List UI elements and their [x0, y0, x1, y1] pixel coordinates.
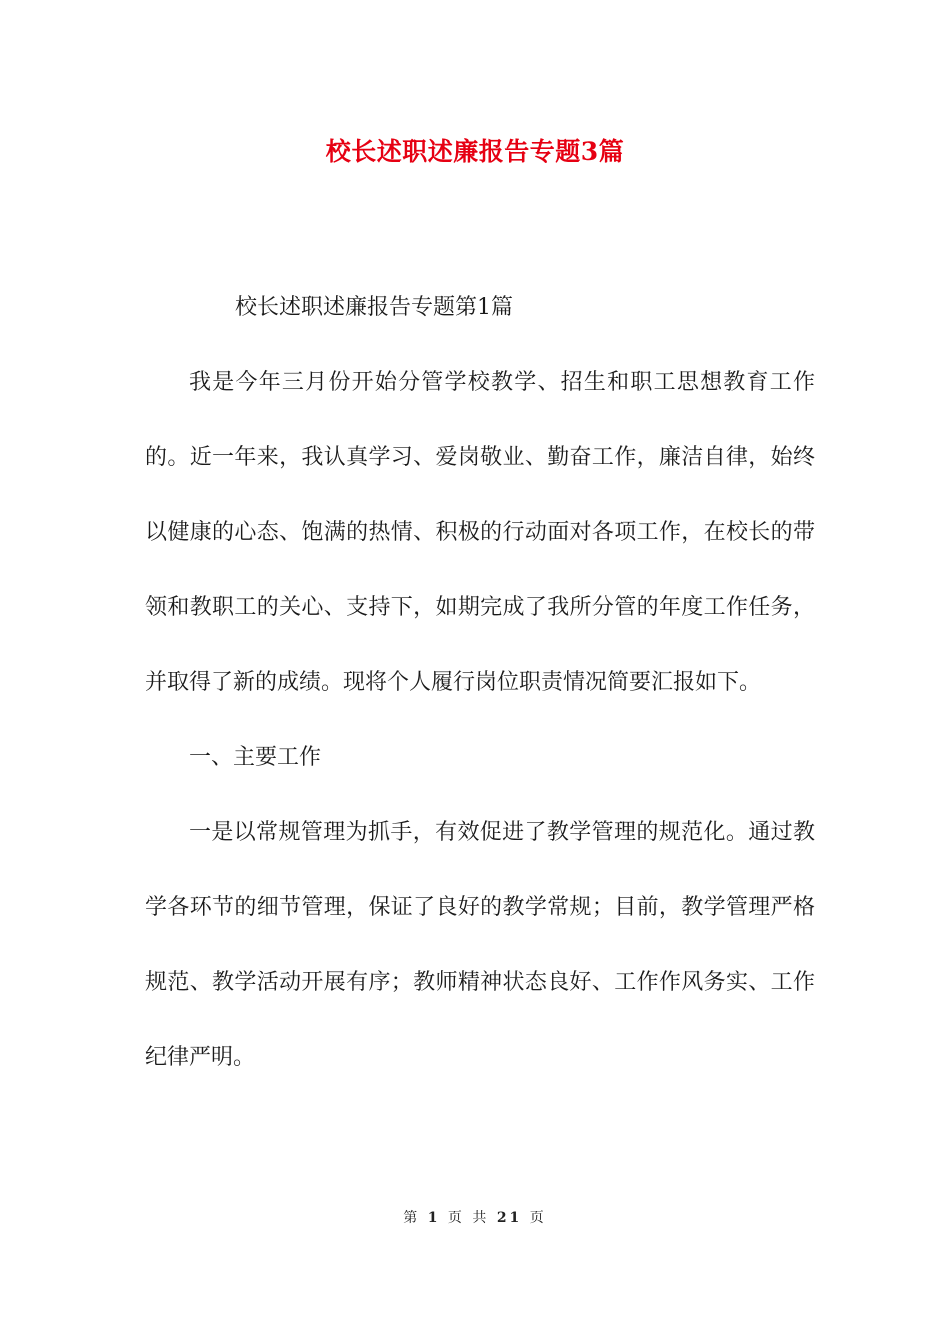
footer-suffix: 页 [529, 1210, 547, 1226]
paragraph-point-one: 一是以常规管理为抓手，有效促进了教学管理的规范化。通过教学各环节的细节管理，保证了良好的教学常规；目前，教学管理严格规范、教学活动开展有序；教师精神状态良好、工作作风务实、工作纪律严明。 [145, 820, 815, 1070]
footer-prefix: 第 [403, 1210, 421, 1226]
footer-current-page: 1 [427, 1210, 441, 1226]
paragraph-intro: 我是今年三月份开始分管学校教学、招生和职工思想教育工作的。近一年来，我认真学习、爱岗敬业、勤奋工作，廉洁自律，始终以健康的心态、饱满的热情、积极的行动面对各项工作，在校长的带领和教职工的关心、支持下，如期完成了我所分管的年度工作任务，并取得了新的成绩。现将个人履行岗位职责情况简要汇报如下。 [145, 370, 815, 695]
document-body [145, 270, 815, 1095]
document-title: 校长述职述廉报告专题3篇 [325, 137, 625, 166]
section-heading: 一、主要工作 [189, 745, 322, 770]
section-subtitle: 校长述职述廉报告专题第1篇 [235, 295, 513, 320]
footer-total-pages: 21 [496, 1210, 523, 1226]
footer-middle: 页 共 [447, 1210, 490, 1226]
page-footer [0, 1208, 950, 1228]
